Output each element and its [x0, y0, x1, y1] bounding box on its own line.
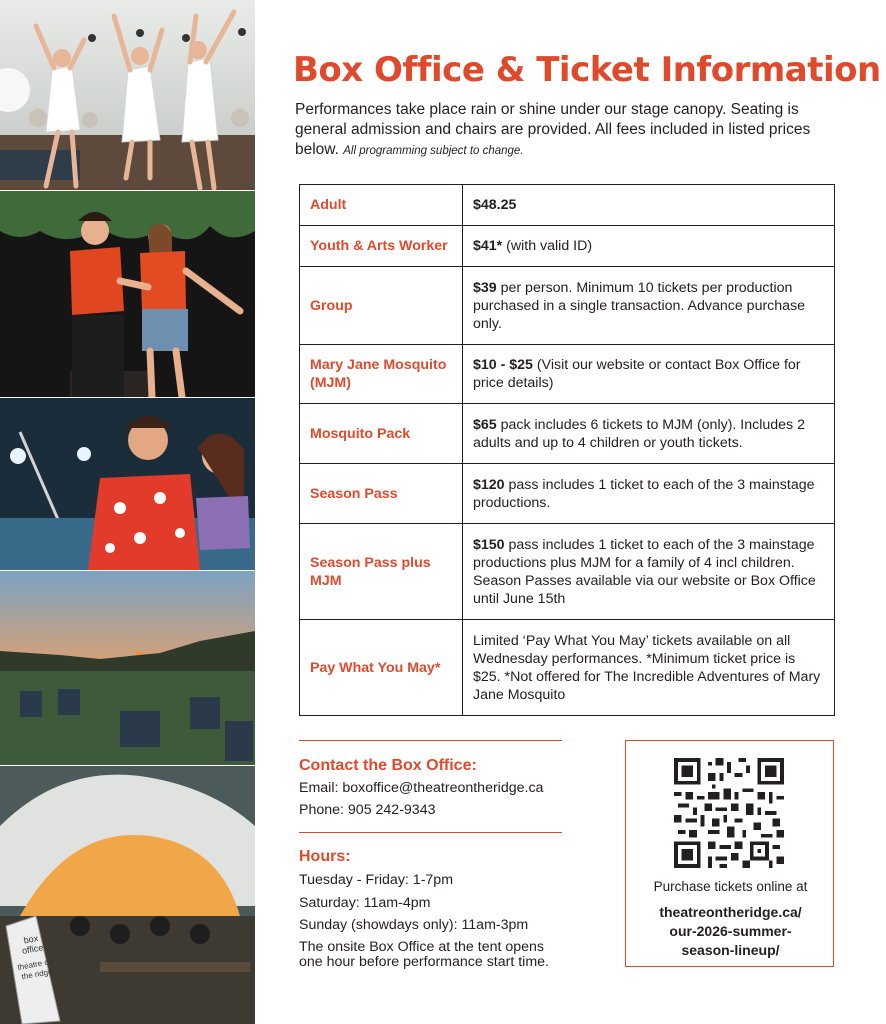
purchase-url-line[interactable]: theatreontheridge.ca/ [659, 904, 802, 920]
ticket-price: $120 [473, 476, 505, 493]
ticket-label: Mosquito Pack [300, 404, 463, 464]
qr-code-icon[interactable] [674, 758, 784, 868]
ticket-price: $41* [473, 238, 503, 254]
ticket-details-text: pack includes 6 tickets to MJM (only). Includes 2 adults and up to 4 children or youth tickets. [473, 416, 805, 451]
ticket-details [463, 267, 835, 345]
ticket-details-text: pass includes 1 ticket to each of the 3 mainstage productions plus MJM for a family of 4 incl children. Season Passes available via our website or Box Office until June 15th [473, 536, 816, 607]
ticket-price: $39 [473, 279, 497, 296]
ticket-price: $150 [473, 536, 505, 553]
hours-heading: Hours: [299, 848, 351, 865]
ticket-details-text: per person. Minimum 10 tickets per production purchased in a single transaction. Advance purchase only. [473, 279, 806, 332]
photo-strip [0, 0, 255, 1024]
ticket-label: Pay What You May* [300, 620, 463, 716]
table-row [300, 524, 835, 620]
ticket-label: Youth & Arts Worker [300, 226, 463, 267]
ticket-table [299, 184, 835, 716]
sign-line1: box [22, 933, 39, 946]
table-row [300, 267, 835, 345]
sign-line3: theatre on the ridge [16, 956, 54, 982]
sign-line2: office [21, 942, 44, 956]
ticket-details [463, 345, 835, 404]
ticket-details [463, 524, 835, 620]
contact-email[interactable]: Email: boxoffice@theatreontheridge.ca [299, 780, 544, 796]
ticket-details-text: Limited ‘Pay What You May’ tickets available on all Wednesday performances. *Minimum ticket price is $25. *Not offered for The Incredible Adventures of Mary Jane Mosquito [473, 632, 821, 703]
photo-sunset-audience [0, 571, 255, 765]
photo-hawaiian-shirt [0, 398, 255, 570]
table-row [300, 620, 835, 716]
ticket-label: Group [300, 267, 463, 345]
sign-text [10, 931, 57, 983]
ticket-details-text: (with valid ID) [502, 238, 593, 254]
divider [299, 740, 562, 741]
photo-dancers [0, 0, 255, 190]
ticket-details-text: (Visit our website or contact Box Office for price details) [473, 357, 801, 391]
hours-note: The onsite Box Office at the tent opens one hour before performance start time. [299, 939, 549, 970]
ticket-details [463, 620, 835, 716]
purchase-url-link[interactable] [626, 903, 835, 960]
contact-heading: Contact the Box Office: [299, 757, 477, 774]
ticket-price: $65 [473, 416, 497, 433]
ticket-price: $48.25 [473, 197, 517, 213]
hours-line: Sunday (showdays only): 11am-3pm [299, 917, 529, 933]
ticket-label: Season Pass [300, 464, 463, 524]
ticket-price: $10 - $25 [473, 357, 533, 373]
photo-life-jackets [0, 191, 255, 397]
ticket-details-text: pass includes 1 ticket to each of the 3 mainstage productions. [473, 476, 815, 511]
intro-paragraph [295, 100, 825, 161]
ticket-details [463, 464, 835, 524]
intro-note: All programming subject to change. [343, 145, 524, 157]
contact-phone[interactable]: Phone: 905 242-9343 [299, 802, 436, 818]
hours-line: Tuesday - Friday: 1-7pm [299, 872, 454, 888]
purchase-box [625, 740, 834, 967]
divider [299, 832, 562, 833]
ticket-label: Adult [300, 185, 463, 226]
ticket-details [463, 404, 835, 464]
photo-tent-night [0, 766, 255, 1024]
table-row [300, 404, 835, 464]
hours-line: Saturday: 11am-4pm [299, 895, 431, 911]
intro-text: Performances take place rain or shine under our stage canopy. Seating is general admission and chairs are provided. All fees included in listed prices below. [295, 101, 811, 158]
purchase-url-line[interactable]: season-lineup/ [681, 942, 780, 958]
page-title: Box Office & Ticket Information [293, 50, 881, 90]
ticket-details [463, 185, 835, 226]
table-row [300, 464, 835, 524]
ticket-details [463, 226, 835, 267]
table-row [300, 226, 835, 267]
purchase-url-line[interactable]: our-2026-summer- [669, 923, 792, 939]
purchase-caption: Purchase tickets online at [653, 879, 808, 894]
table-row [300, 185, 835, 226]
ticket-label: Mary Jane Mosquito (MJM) [300, 345, 463, 404]
ticket-label: Season Pass plus MJM [300, 524, 463, 620]
table-row [300, 345, 835, 404]
